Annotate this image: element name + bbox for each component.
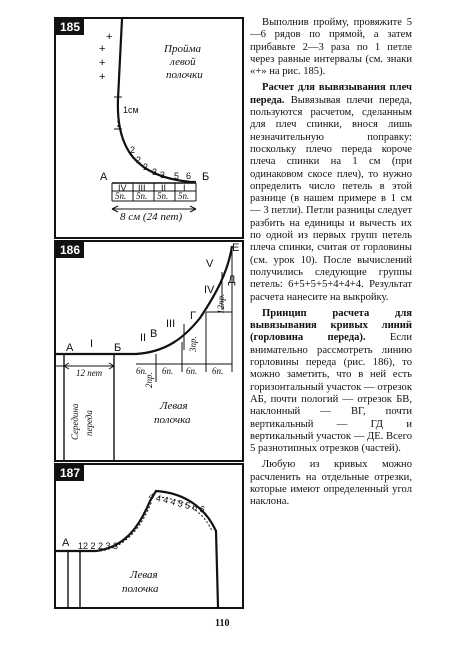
unit-label: 6п. xyxy=(186,366,198,376)
figure-186 xyxy=(54,240,244,462)
section-heading: Принцип расчета для вывязывания кривых линий (горловина переда). xyxy=(250,307,412,344)
side-label: переда xyxy=(84,410,94,436)
caption-line: Левая xyxy=(160,400,188,412)
stitch-count: 6 xyxy=(186,171,192,181)
caption-line: полочка xyxy=(122,583,159,595)
unit-label: 6п. xyxy=(136,366,148,376)
plus-mark: + xyxy=(106,31,113,43)
figure-185 xyxy=(54,17,244,239)
group-unit: 5п. xyxy=(178,191,190,201)
point-v: В xyxy=(150,328,158,340)
point-g: Г xyxy=(190,310,196,322)
group-roman: I xyxy=(183,183,186,193)
counts-top: 4 4 4 4 5 5 6 6 xyxy=(147,491,206,515)
page-number: 110 xyxy=(215,618,230,629)
roman-numeral: IV xyxy=(204,284,215,296)
unit-label: 6п. xyxy=(212,366,224,376)
figure-number: 186 xyxy=(56,242,84,258)
width-label: 12 пет xyxy=(76,368,103,378)
stitch-count: 2 xyxy=(136,155,142,165)
point-b: Б xyxy=(114,342,122,354)
roman-numeral: III xyxy=(166,318,176,330)
point-d: Д xyxy=(228,274,236,286)
caption-line: Пройма xyxy=(164,43,201,55)
group-unit: 5п. xyxy=(136,191,148,201)
figure-number: 187 xyxy=(56,465,84,481)
point-a: А xyxy=(62,537,70,549)
counts-bottom: 12 2 2 3 3 xyxy=(78,541,119,551)
vertical-12pr: 12пр. xyxy=(216,293,226,314)
stitch-count: 3 xyxy=(160,170,166,180)
roman-numeral: II xyxy=(140,332,147,344)
paragraph: Любую из кривых можно расчленить на отдельные отрезки, которые имеют определенный угол наклона. xyxy=(250,459,412,508)
paragraph: Если внимательно рассмотреть линию горловины переда (рис. 186), то можно заметить, что в ней есть горизонтальный участок — отрезок АБ, почти пологий — отрезок БВ, наклонный — ВГ, почти вертикальный — ГД и вертикальный участок — ДЕ. Всего 5 разнотипных отрезков (частей). xyxy=(250,332,412,455)
figure-187 xyxy=(54,463,244,609)
text-column xyxy=(250,17,412,509)
stitch-count: 5 xyxy=(174,171,180,181)
plus-mark: + xyxy=(99,71,106,83)
point-a: А xyxy=(100,171,108,183)
unit-label: 6п. xyxy=(162,366,174,376)
stitch-count: 3 xyxy=(152,167,158,177)
group-unit: 5п. xyxy=(115,191,127,201)
section-paragraph xyxy=(250,308,412,456)
caption-line: полочки xyxy=(166,69,203,81)
cm-mark: 1см xyxy=(123,105,139,115)
width-label: 8 см (24 пет) xyxy=(120,211,183,223)
roman-numeral: V xyxy=(206,258,214,270)
side-label: Середина xyxy=(70,403,80,440)
vertical-2pr: 2пр. xyxy=(144,372,154,388)
stitch-count: 2 xyxy=(143,162,149,172)
plus-mark: + xyxy=(99,57,106,69)
figure-number: 185 xyxy=(56,19,84,35)
paragraph: Выполнив пройму, провяжите 5—6 рядов по прямой, а затем прибавьте 2—3 раза по 1 петле через равные интервалы (см. знаки «+» на рис. 185). xyxy=(250,17,412,78)
group-unit: 5п. xyxy=(157,191,169,201)
roman-numeral: I xyxy=(90,338,94,350)
point-e: Е xyxy=(232,242,240,254)
group-roman: II xyxy=(161,183,167,193)
section-heading: Расчет для вывязывания плеч переда. xyxy=(250,82,412,106)
point-a: А xyxy=(66,342,74,354)
caption-line: полочка xyxy=(154,414,191,426)
point-b: Б xyxy=(202,171,210,183)
group-roman: IV xyxy=(118,183,127,193)
caption-line: левой xyxy=(170,56,196,68)
vertical-3pr: 3пр. xyxy=(188,336,198,352)
section-paragraph xyxy=(250,82,412,303)
caption-line: Левая xyxy=(130,569,158,581)
plus-mark: + xyxy=(99,43,106,55)
paragraph: Вывязывая плечи переда, пользуются расчетом, сделанным для плеч спинки, внося лишь незначительную поправку: поскольку плечо переда короче плеча спинки на 1 см (при одинаковом скосе плеч), то нужно определить число петель в этой разнице (в нашем примере в 1 см — 3 петли). Петли разницы следует разбить на единицы и вычесть их по одной из первых групп петель плеча спинки, считая от горловины (см. урок 10). После вычислений получились следующие группы петель: 6+5+5+5+4+4+4. Результат расчета нанесите на выкройку. xyxy=(250,94,412,303)
group-roman: III xyxy=(138,183,146,193)
stitch-count: 2 xyxy=(130,145,136,155)
figure-185-drawing xyxy=(56,19,242,237)
